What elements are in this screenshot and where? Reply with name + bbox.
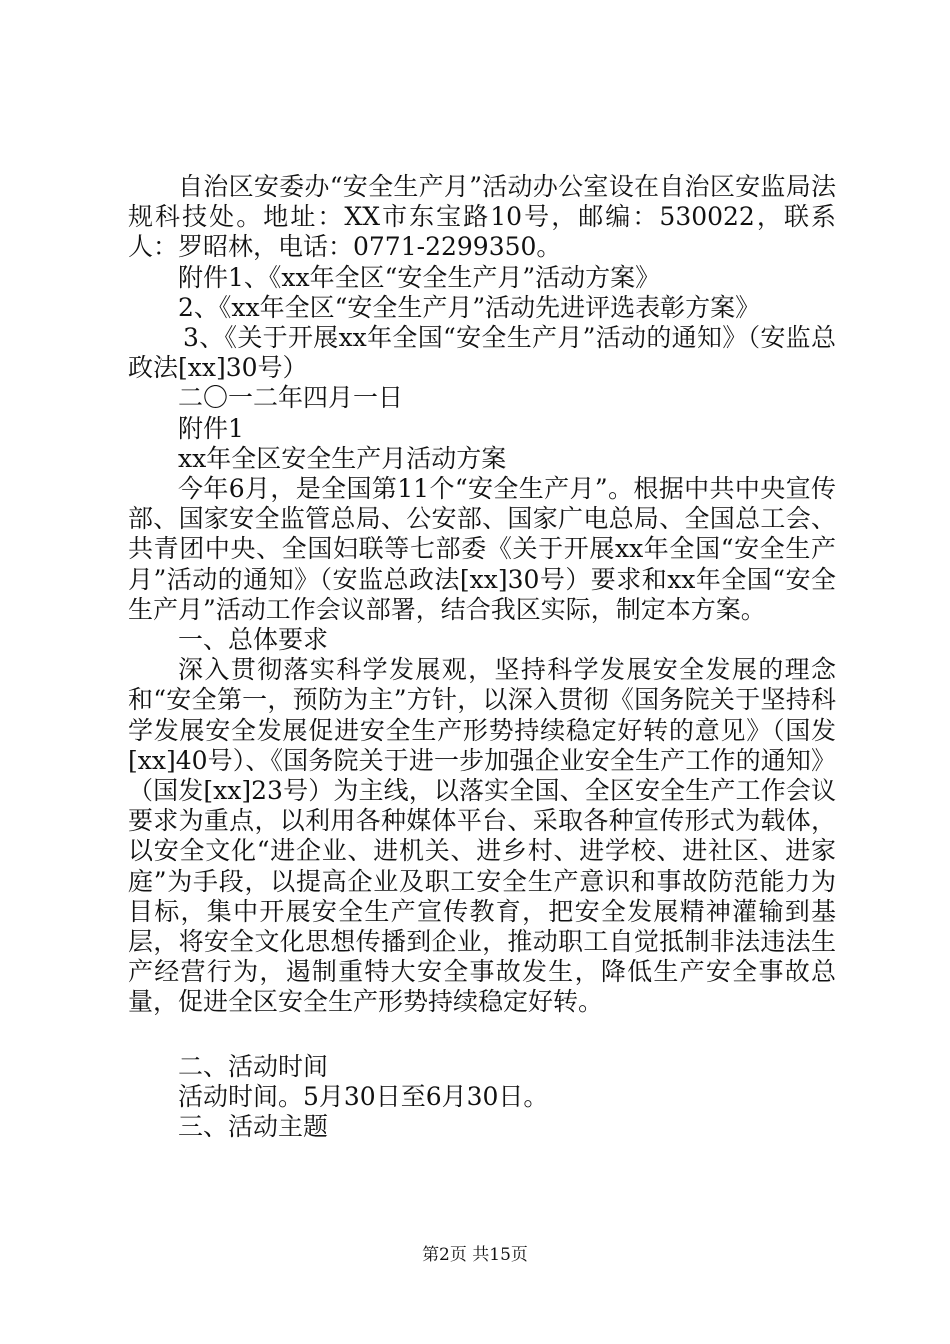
paragraph-attachment-3: 3、《关于开展xx年全国“安全生产月”活动的通知》（安监总政法[xx]30号） — [128, 323, 836, 383]
page-footer: 第2页 共15页 — [422, 1245, 528, 1265]
document-body — [128, 172, 836, 1142]
paragraph-attachment-heading: 附件1 — [178, 413, 244, 443]
paragraph-date: 二〇一二年四月一日 — [178, 383, 404, 413]
paragraph-general-requirements: 深入贯彻落实科学发展观，坚持科学发展安全发展的理念和“安全第一，预防为主”方针，以深入贯彻《国务院关于坚持科学发展安全发展促进安全生产形势持续稳定好转的意见》（国发[xx]40号）、《国务院关于进一步加强企业安全生产工作的通知》（国发[xx]23号）为主线，以落实全国、全区安全生产工作会议要求为重点，以利用各种媒体平台、采取各种宣传形式为载体，以安全文化“进企业、进机关、进乡村、进学校、进社区、进家庭”为手段，以提高企业及职工安全生产意识和事故防范能力为目标，集中开展安全生产宣传教育，把安全发展精神灌输到基层，将安全文化思想传播到企业，推动职工自觉抵制非法违法生产经营行为，遏制重特大安全事故发生，降低生产安全事故总量，促进全区安全生产形势持续稳定好转。 — [128, 655, 836, 1017]
paragraph-intro: 今年6月，是全国第11个“安全生产月”。根据中共中央宣传部、国家安全监管总局、公安部、国家广电总局、全国总工会、共青团中央、全国妇联等七部委《关于开展xx年全国“安全生产月”活动的通知》（安监总政法[xx]30号）要求和xx年全国“安全生产月”活动工作会议部署，结合我区实际，制定本方案。 — [128, 474, 836, 624]
paragraph-attachment-2: 2、《xx年全区“安全生产月”活动先进评选表彰方案》 — [178, 292, 761, 322]
section-heading-activity-theme: 三、活动主题 — [178, 1112, 329, 1142]
paragraph-office-address: 自治区安委办“安全生产月”活动办公室设在自治区安监局法规科技处。地址：XX市东宝路10号，邮编：530022，联系人：罗昭林，电话：0771-2299350。 — [128, 172, 836, 262]
section-heading-general-requirements: 一、总体要求 — [178, 625, 329, 655]
section-heading-activity-time: 二、活动时间 — [178, 1051, 329, 1081]
paragraph-spacer — [128, 1018, 836, 1052]
paragraph-attachment-1: 附件1、《xx年全区“安全生产月”活动方案》 — [178, 262, 661, 292]
paragraph-activity-time: 活动时间。5月30日至6月30日。 — [178, 1081, 549, 1111]
paragraph-plan-title: xx年全区安全生产月活动方案 — [178, 443, 507, 473]
